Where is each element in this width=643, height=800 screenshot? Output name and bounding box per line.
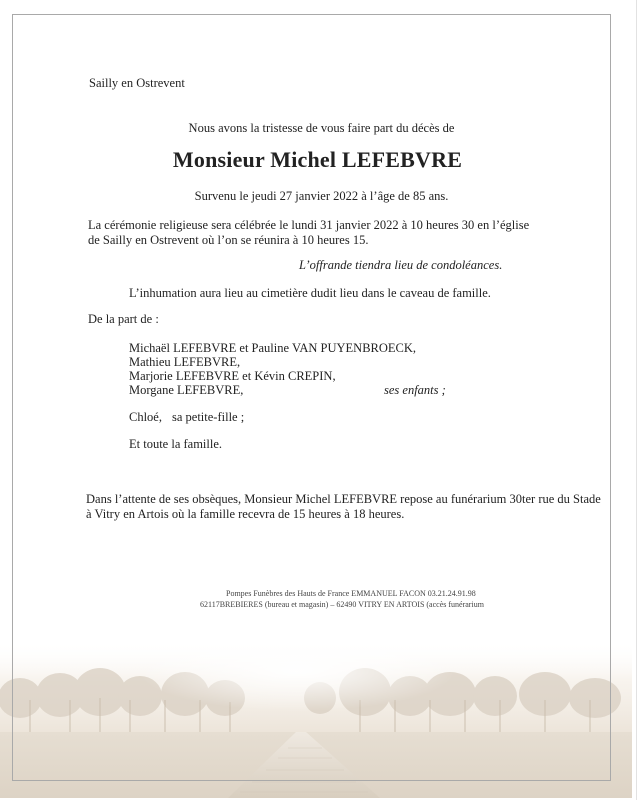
location-heading: Sailly en Ostrevent <box>89 76 185 90</box>
family-note: Et toute la famille. <box>129 437 223 451</box>
child-entry: Marjorie LEFEBVRE et Kévin CREPIN, <box>129 369 336 383</box>
granddaughter-relation: sa petite-fille ; <box>172 410 245 424</box>
viewing-line-2: à Vitry en Artois où la famille recevra de 15 heures à 18 heures. <box>86 507 405 521</box>
viewing-line-1: Dans l’attente de ses obsèques, Monsieur Michel LEFEBVRE repose au funérarium 30ter rue du Stade <box>86 492 601 506</box>
from-label: De la part de : <box>88 312 159 326</box>
scan-edge <box>636 0 637 800</box>
ceremony-line-1: La cérémonie religieuse sera célébrée le lundi 31 janvier 2022 à 10 heures 30 en l’église <box>88 218 530 232</box>
deceased-name: Monsieur Michel LEFEBVRE <box>172 147 463 172</box>
child-entry: Michaël LEFEBVRE et Pauline VAN PUYENBROECK, <box>129 341 417 355</box>
children-relation: ses enfants ; <box>384 383 446 397</box>
funeral-home-line-1: Pompes Funèbres des Hauts de France EMMANUEL FACON 03.21.24.91.98 <box>226 589 476 598</box>
ceremony-line-2: de Sailly en Ostrevent où l’on se réunira à 10 heures 15. <box>88 233 369 247</box>
intro-text: Nous avons la tristesse de vous faire part du décès de <box>188 121 455 135</box>
granddaughter-name: Chloé, <box>129 410 162 424</box>
funeral-home-line-2: 62117BREBIERES (bureau et magasin) – 62490 VITRY EN ARTOIS (accès funérarium <box>200 600 484 609</box>
child-entry: Morgane LEFEBVRE, <box>129 383 244 397</box>
death-notice: Survenu le jeudi 27 janvier 2022 à l’âge de 85 ans. <box>194 189 449 203</box>
offering-note: L’offrande tiendra lieu de condoléances. <box>299 258 503 272</box>
child-entry: Mathieu LEFEBVRE, <box>129 355 241 369</box>
burial-note: L’inhumation aura lieu au cimetière dudit lieu dans le caveau de famille. <box>129 286 491 300</box>
